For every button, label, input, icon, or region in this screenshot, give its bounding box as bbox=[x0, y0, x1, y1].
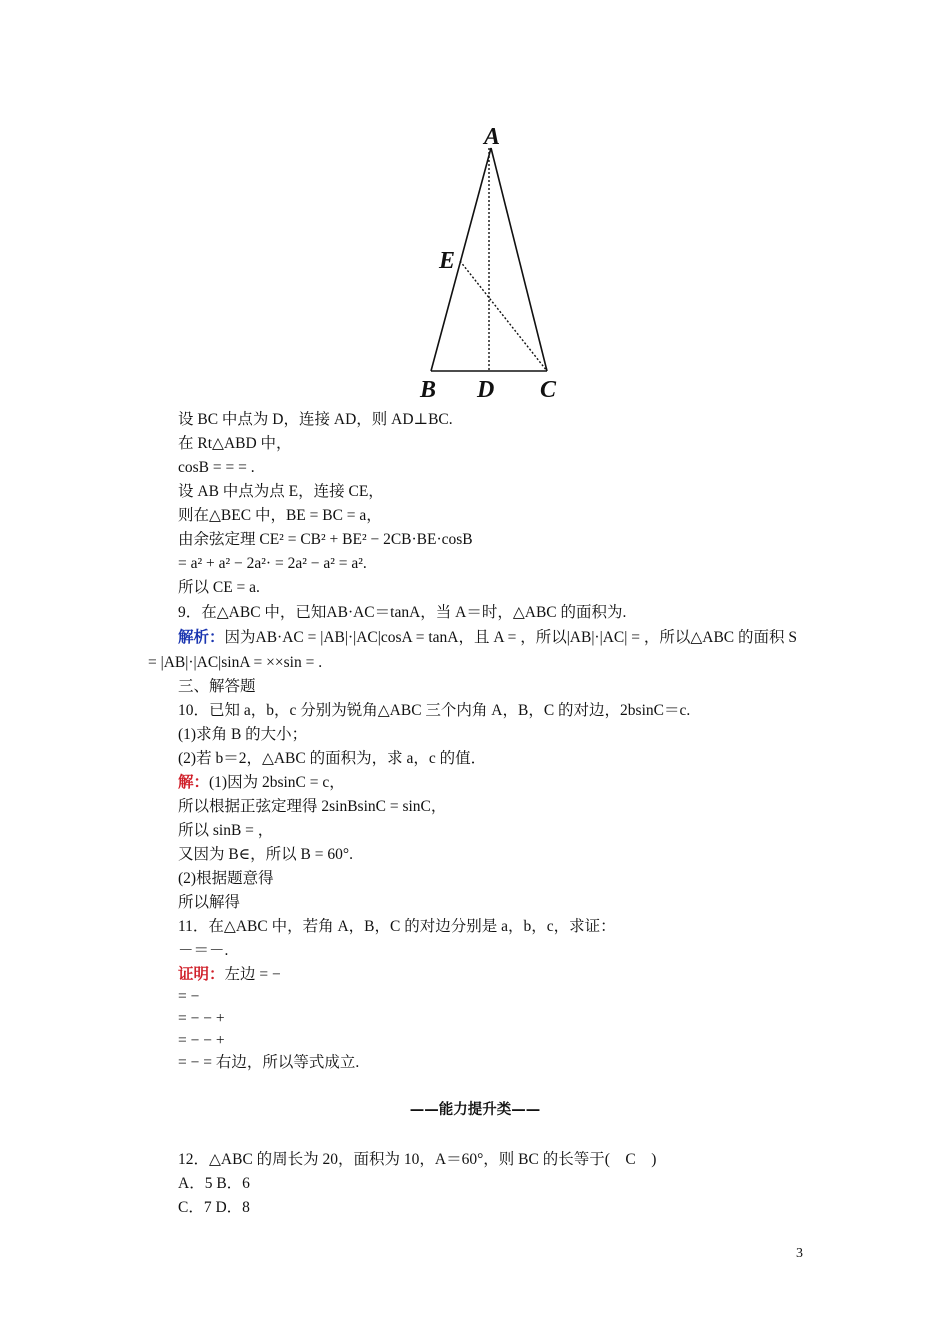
text-line: 又因为 B∈，所以 B = 60°. bbox=[178, 846, 353, 863]
text-line: 所以根据正弦定理得 2sinBsinC = sinC， bbox=[178, 798, 447, 815]
solution-text: (1)因为 2bsinC = c， bbox=[209, 774, 345, 791]
text-line: 则在△BEC 中，BE = BC = a， bbox=[178, 507, 382, 524]
text-line: = − bbox=[178, 988, 200, 1005]
section-title: ——能力提升类—— bbox=[409, 1102, 541, 1118]
q11-proof bbox=[178, 965, 281, 985]
text-line: = − − + bbox=[178, 1032, 225, 1049]
text-line: 所以解得 bbox=[178, 894, 241, 911]
triangle-diagram bbox=[415, 118, 575, 403]
question-10: 10．已知 a，b，c 分别为锐角△ABC 三个内角 A，B，C 的对边，2bsinC＝c. bbox=[178, 702, 691, 719]
text-line: = |AB|·|AC|sinA = ××sin = . bbox=[148, 654, 323, 671]
text-line: 在 Rt△ABD 中， bbox=[178, 435, 292, 452]
text-line: cosB = = = . bbox=[178, 459, 255, 476]
options-ab: A．5 B．6 bbox=[178, 1175, 250, 1192]
text-line: (2)根据题意得 bbox=[178, 870, 274, 887]
question-11: 11．在△ABC 中，若角 A，B，C 的对边分别是 a，b，c，求证： bbox=[178, 918, 616, 935]
label-b: B bbox=[420, 377, 437, 403]
label-e: E bbox=[439, 248, 456, 274]
triangle-figure bbox=[415, 118, 575, 403]
options-cd: C．7 D．8 bbox=[178, 1199, 250, 1216]
text-line: 设 BC 中点为 D，连接 AD，则 AD⊥BC. bbox=[178, 411, 453, 428]
side-ac bbox=[491, 148, 547, 371]
text-line: 设 AB 中点为点 E，连接 CE， bbox=[178, 483, 384, 500]
page-number: 3 bbox=[796, 1246, 803, 1261]
text-line: －＝－. bbox=[178, 942, 229, 959]
analysis-text: 因为AB·AC = |AB|·|AC|cosA = tanA，且 A = ，所以|AB|·|AC| = ，所以△ABC 的面积 S bbox=[224, 629, 797, 646]
proof-text: 左边 = − bbox=[224, 966, 281, 983]
text-line: 所以 sinB = ， bbox=[178, 822, 274, 839]
question-9: 9．在△ABC 中，已知AB·AC＝tanA，当 A＝时，△ABC 的面积为. bbox=[178, 604, 627, 621]
q9-analysis bbox=[178, 628, 797, 648]
text-line: 所以 CE = a. bbox=[178, 579, 260, 596]
text-line: = − − + bbox=[178, 1010, 225, 1027]
solution-label: 解： bbox=[178, 774, 210, 791]
question-12: 12．△ABC 的周长为 20，面积为 10，A＝60°，则 BC 的长等于( C ) bbox=[178, 1151, 657, 1168]
label-a: A bbox=[484, 124, 501, 150]
analysis-label: 解析： bbox=[178, 629, 225, 646]
section-heading: 三、解答题 bbox=[178, 678, 256, 695]
text-line: = a² + a² − 2a²· = 2a² − a² = a². bbox=[178, 555, 367, 572]
label-c: C bbox=[540, 377, 557, 403]
proof-label: 证明： bbox=[178, 966, 225, 983]
text-line: = − = 右边，所以等式成立. bbox=[178, 1054, 360, 1071]
text-line: (2)若 b＝2，△ABC 的面积为，求 a，c 的值． bbox=[178, 750, 487, 767]
label-d: D bbox=[477, 377, 495, 403]
q10-solution bbox=[178, 773, 345, 793]
text-line: (1)求角 B 的大小； bbox=[178, 726, 308, 743]
text-line: 由余弦定理 CE² = CB² + BE² − 2CB·BE·cosB bbox=[178, 531, 473, 548]
